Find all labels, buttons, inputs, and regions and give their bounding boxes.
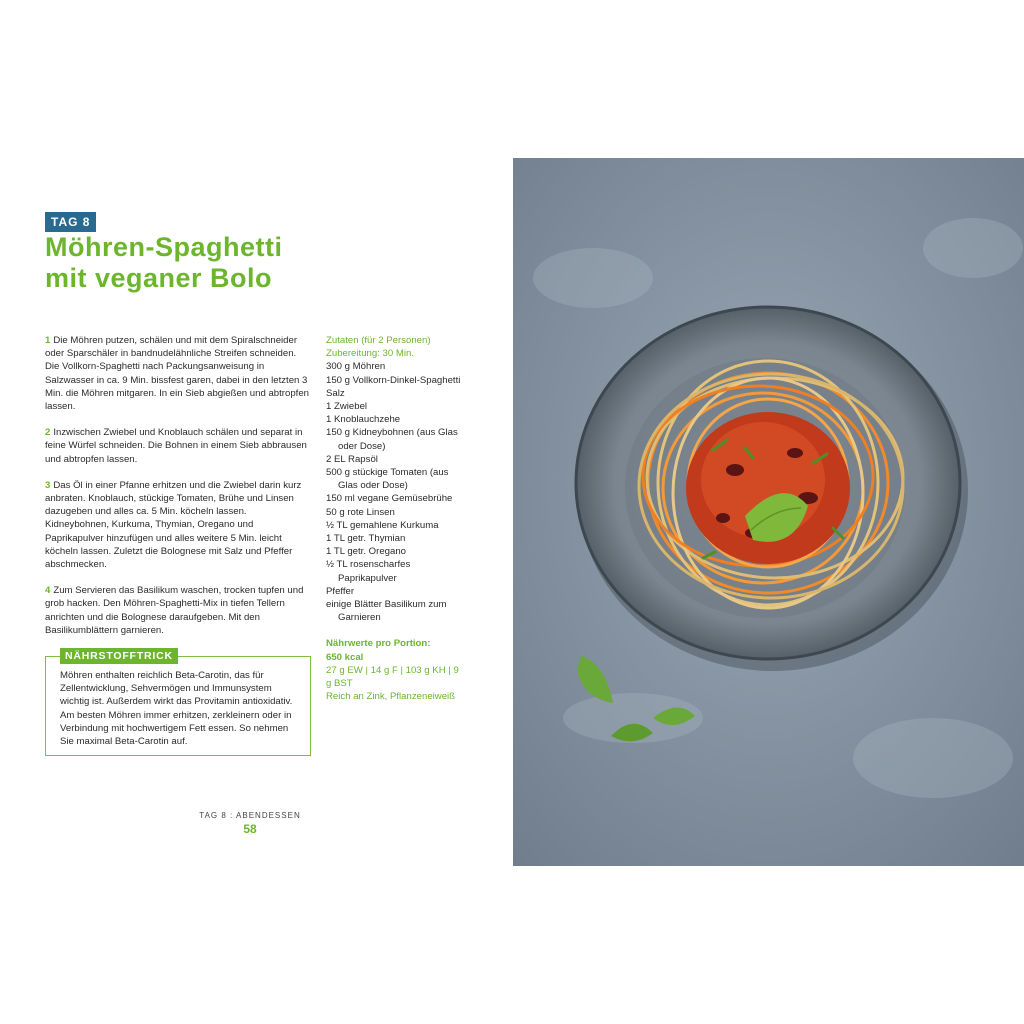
- ingredient-list: [326, 360, 466, 624]
- nutrition-header: Nährwerte pro Portion:: [326, 638, 431, 650]
- ingredient-item: 150 ml vegane Gemüsebrühe: [326, 493, 453, 505]
- ingredients-column: [326, 334, 466, 703]
- nutrition-kcal: 650 kcal: [326, 651, 364, 663]
- ingredient-item: 1 TL getr. Thymian: [326, 533, 406, 545]
- ingredient-item: 2 EL Rapsöl: [326, 453, 378, 465]
- prep-time: Zubereitung: 30 Min.: [326, 348, 414, 360]
- step-2: [45, 426, 313, 466]
- step-text: Inzwischen Zwiebel und Knoblauch schälen und separat in feine Würfel schneiden. Die Bohnen in einem Sieb abbrausen und abtropfen lassen.: [45, 427, 307, 465]
- ingredient-item: ½ TL rosenscharfes Paprikapulver: [326, 559, 411, 584]
- day-tag: TAG 8: [45, 212, 96, 232]
- recipe-title-line-2: mit veganer Bolo: [45, 263, 273, 293]
- ingredient-item: 300 g Möhren: [326, 361, 386, 373]
- spaghetti-bowl-photo: [513, 158, 1024, 866]
- step-number: 1: [45, 335, 51, 346]
- ingredient-item: 50 g rote Linsen: [326, 506, 395, 518]
- footer-label: TAG 8 : ABENDESSEN: [199, 811, 301, 820]
- step-text: Die Möhren putzen, schälen und mit dem Spiralschneider oder Sparschäler in bandnudelähnliche Streifen schneiden. Die Vollkorn-Spaghetti nach Packungsanweisung in Salzwasser in ca. 9 Min. bissfest garen, dabei in den letzten 3 Min. die Möhren mitgaren. In ein Sieb abgießen und abtropfen lassen.: [45, 335, 309, 413]
- recipe-title: [45, 232, 283, 294]
- step-number: 3: [45, 479, 51, 491]
- tip-text: Möhren enthalten reichlich Beta-Carotin, das für Zellentwicklung, Sehvermögen und Immunsystem wichtig ist. Außerdem wirkt das Provitamin antioxidativ. Am besten Möhren immer erhitzen, zerkleinern oder in Verbindung mit hochwertigem Fett essen. So nehmen Sie maximal Beta-Carotin auf.: [60, 670, 293, 748]
- step-4: [45, 584, 313, 637]
- tip-box: [45, 650, 311, 756]
- step-3: [45, 479, 313, 571]
- ingredient-item: 150 g Vollkorn-Dinkel-Spaghetti: [326, 374, 461, 386]
- step-number: 2: [45, 427, 51, 439]
- ingredient-item: 150 g Kidneybohnen (aus Glas oder Dose): [326, 427, 458, 452]
- ingredient-item: einige Blätter Basilikum zum Garnieren: [326, 599, 447, 624]
- tip-label: NÄHRSTOFFTRICK: [60, 648, 178, 664]
- ingredient-item: 1 Zwiebel: [326, 401, 368, 413]
- ingredient-item: Pfeffer: [326, 585, 355, 597]
- step-text: Zum Servieren das Basilikum waschen, trocken tupfen und grob hacken. Den Möhren-Spaghetti-Mix in tiefen Tellern anrichten und die Bolognese daraufgeben. Mit den Basilikumblättern garnieren.: [45, 585, 304, 636]
- recipe-title-line-1: Möhren-Spaghetti: [45, 232, 283, 262]
- ingredient-item: Salz: [326, 387, 345, 399]
- nutrition-macros: 27 g EW | 14 g F | 103 g KH | 9 g BST: [326, 664, 459, 690]
- page-number: 58: [243, 822, 257, 836]
- nutrition-note: Reich an Zink, Pflanzeneiweiß: [326, 691, 456, 703]
- ingredient-item: 1 TL getr. Oregano: [326, 546, 407, 558]
- ingredient-item: 1 Knoblauchzehe: [326, 414, 401, 426]
- step-number: 4: [45, 585, 51, 597]
- instructions: [45, 334, 313, 650]
- nutrition-info: [326, 637, 466, 703]
- ingredient-item: ½ TL gemahlene Kurkuma: [326, 519, 439, 531]
- step-text: Das Öl in einer Pfanne erhitzen und die Zwiebel darin kurz anbraten. Knoblauch, stückige Tomaten, Brühe und Linsen dazugeben und alles ca. 5 Min. köcheln lassen. Kidneybohnen, Kurkuma, Thymian, Oregano und Paprikapulver hinzufügen und alles weitere 5 Min. leicht köcheln lassen. Zuletzt die Bolognese mit Salz und Pfeffer abschmecken.: [45, 479, 302, 571]
- ingredient-item: 500 g stückige Tomaten (aus Glas oder Dose): [326, 467, 449, 492]
- step-1: [45, 334, 313, 413]
- page-footer: [180, 811, 320, 836]
- ingredients-header: Zutaten (für 2 Personen): [326, 335, 431, 346]
